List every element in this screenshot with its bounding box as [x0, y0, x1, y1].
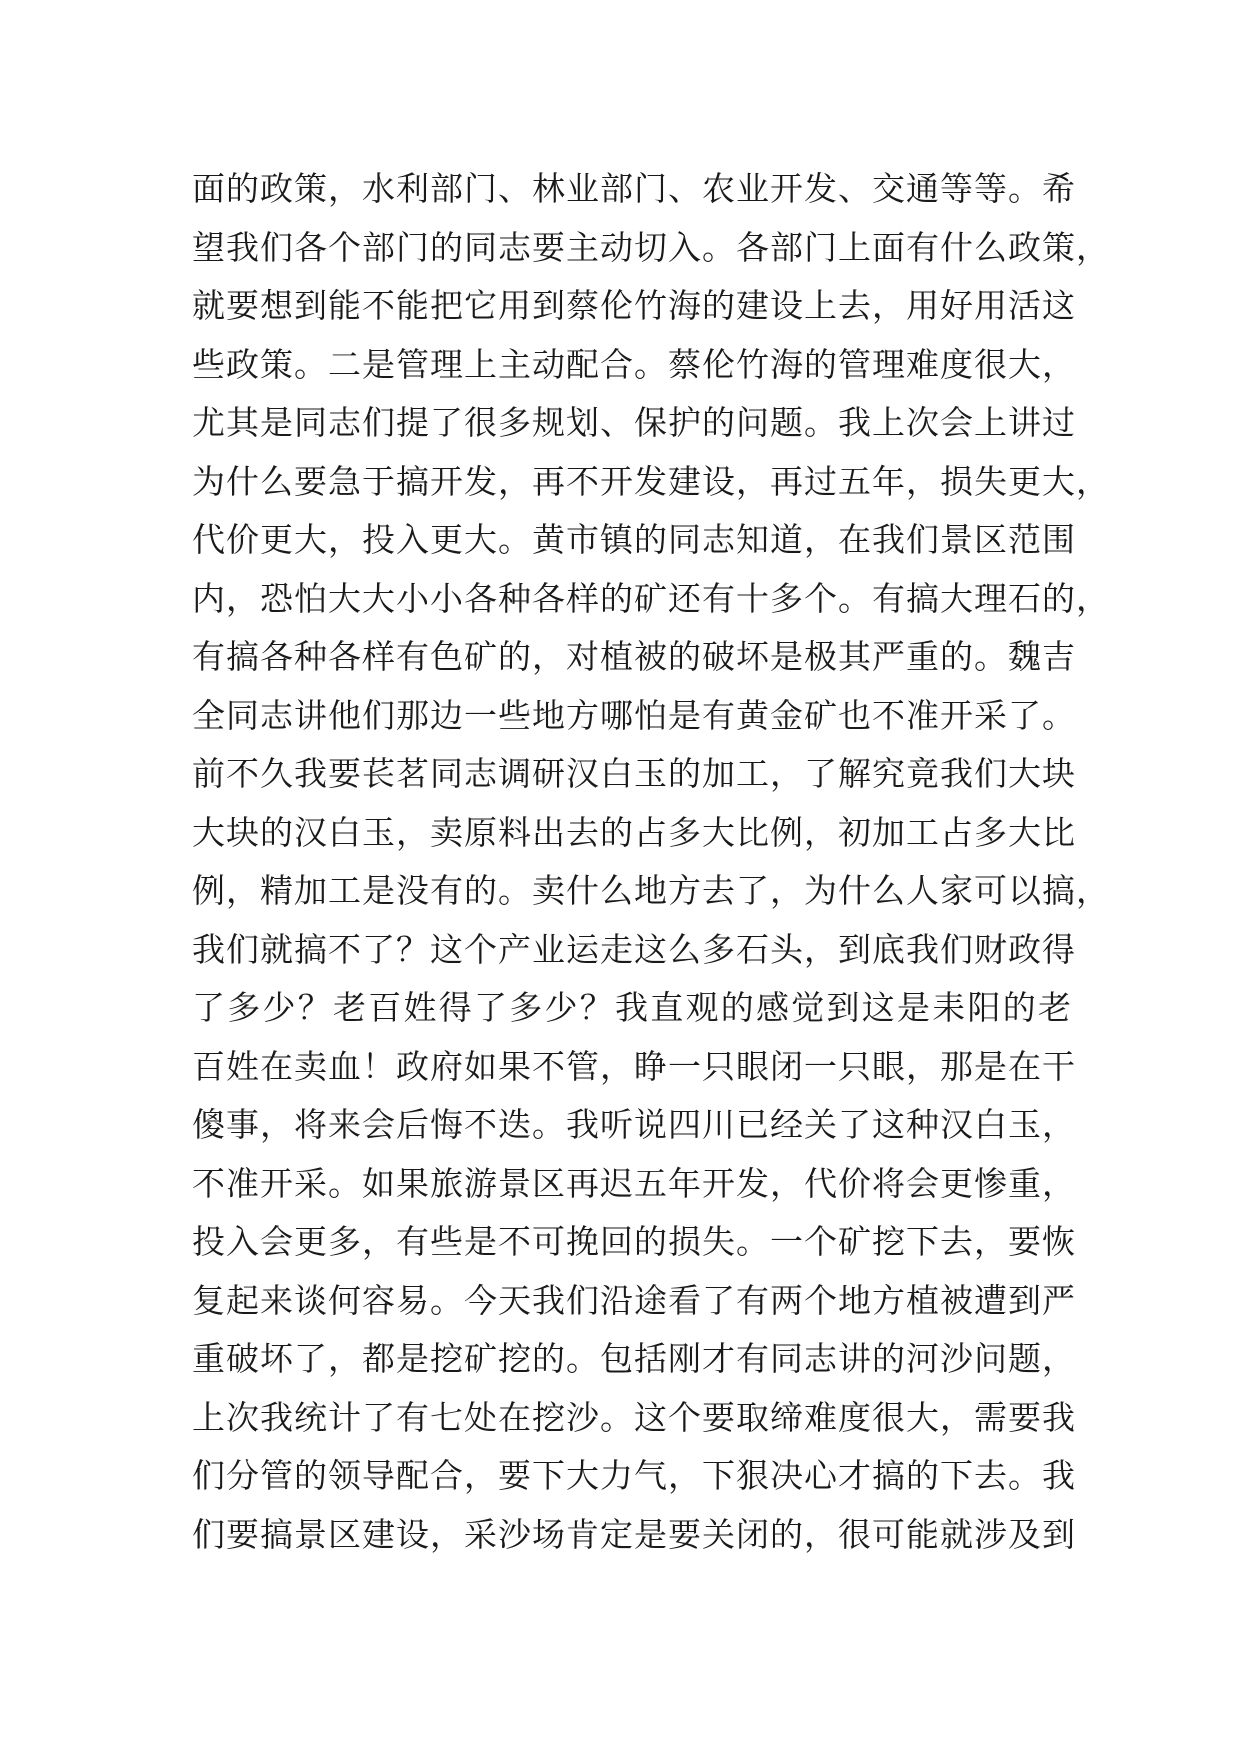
text-line: 内，恐怕大大小小各种各样的矿还有十多个。有搞大理石的， [192, 578, 1110, 618]
text-line: 们分管的领导配合，要下大力气，下狠决心才搞的下去。我 [192, 1456, 1076, 1495]
text-line: 些政策。二是管理上主动配合。蔡伦竹海的管理难度很大， [192, 344, 1076, 384]
text-line: 百姓在卖血！政府如果不管，睁一只眼闭一只眼，那是在干 [192, 1046, 1076, 1086]
text-line: 了多少？老百姓得了多少？我直观的感觉到这是耒阳的老 [192, 988, 1072, 1027]
text-line: 例，精加工是没有的。卖什么地方去了，为什么人家可以搞， [192, 871, 1110, 910]
text-line: 重破坏了，都是挖矿挖的。包括刚才有同志讲的河沙问题， [192, 1339, 1076, 1378]
text-line: 前不久我要苌茗同志调研汉白玉的加工，了解究竟我们大块 [192, 754, 1076, 793]
text-line: 我们就搞不了？这个产业运走这么多石头，到底我们财政得 [192, 929, 1076, 969]
text-line: 不准开采。如果旅游景区再迟五年开发，代价将会更惨重， [192, 1163, 1076, 1203]
text-line: 就要想到能不能把它用到蔡伦竹海的建设上去，用好用活这 [192, 286, 1076, 325]
text-line: 投入会更多，有些是不可挽回的损失。一个矿挖下去，要恢 [192, 1222, 1076, 1261]
text-line: 全同志讲他们那边一些地方哪怕是有黄金矿也不准开采了。 [192, 695, 1076, 735]
text-line: 尤其是同志们提了很多规划、保护的问题。我上次会上讲过 [192, 403, 1076, 442]
document-body [192, 160, 1110, 1564]
text-line: 为什么要急于搞开发，再不开发建设，再过五年，损失更大， [192, 461, 1110, 501]
text-line: 傻事，将来会后悔不迭。我听说四川已经关了这种汉白玉， [192, 1105, 1076, 1144]
text-line: 有搞各种各样有色矿的，对植被的破坏是极其严重的。魏吉 [192, 637, 1076, 676]
text-line: 复起来谈何容易。今天我们沿途看了有两个地方植被遭到严 [192, 1280, 1076, 1320]
text-line: 上次我统计了有七处在挖沙。这个要取缔难度很大，需要我 [192, 1397, 1076, 1437]
text-line: 们要搞景区建设，采沙场肯定是要关闭的，很可能就涉及到 [192, 1514, 1076, 1554]
text-line: 代价更大，投入更大。黄市镇的同志知道，在我们景区范围 [192, 520, 1076, 559]
text-line: 望我们各个部门的同志要主动切入。各部门上面有什么政策， [192, 227, 1110, 267]
text-line: 面的政策，水利部门、林业部门、农业开发、交通等等。希 [192, 169, 1076, 208]
text-line: 大块的汉白玉，卖原料出去的占多大比例，初加工占多大比 [192, 812, 1076, 852]
